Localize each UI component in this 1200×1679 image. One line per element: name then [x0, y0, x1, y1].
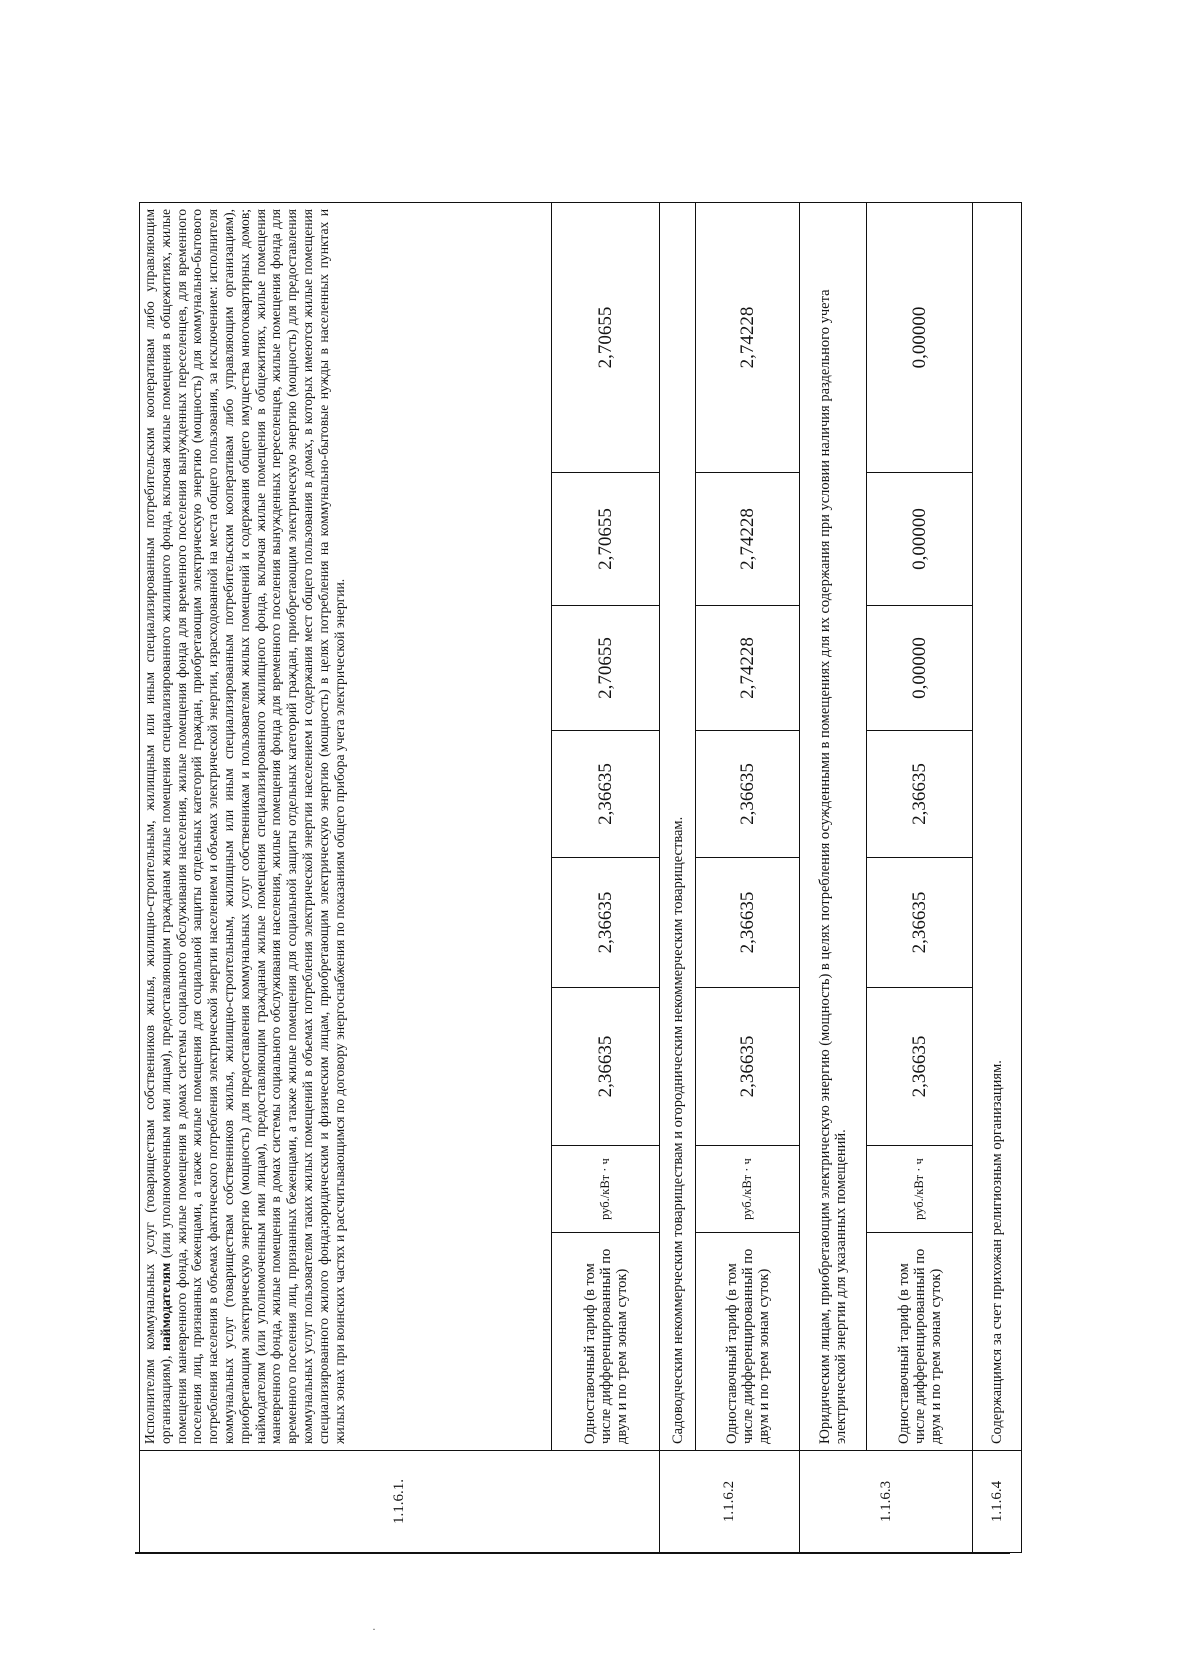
value-cell: 2,36635 — [552, 988, 660, 1146]
unit-cell: руб./кВт · ч — [696, 1146, 800, 1233]
value-cell: 2,74228 — [696, 606, 800, 731]
value-cell: 2,36635 — [867, 731, 973, 858]
row-number-1163: 1.1.6.3 — [800, 1451, 973, 1553]
tariff-label: Одноставочный тариф (в том числе дифференцированный по двум и по трем зонам суток) — [696, 1233, 800, 1451]
value-cell: 2,70655 — [552, 606, 660, 731]
value-cell: 2,36635 — [696, 731, 800, 858]
value-cell: 2,36635 — [552, 858, 660, 988]
row-number-1161: 1.1.6.1. — [140, 1451, 660, 1553]
category-1163: Юридическим лицам, приобретающим электрическую энергию (мощность) в целях потребления осужденными в помещениях для их содержания при условии наличия раздельного учета электрической энергии для указанных помещений. — [800, 202, 867, 1450]
row-1161-description — [140, 202, 552, 1552]
row-1164-category — [973, 202, 1022, 1552]
value-cell: 2,74228 — [696, 202, 800, 472]
paragraph-1161: Исполнителям коммунальных услуг (товариществам собственников жилья, жилищно-строительным, жилищным или иным специализированным потребительским кооперативам либо управляющим организациям), наймодателям (или уполномоченным ими лицам), предоставляющим гражданам жилые помещения специализированного жилищного фонда, включая жилые помещения в общежитиях, жилые помещения маневренного фонда, жилые помещения в домах системы социального обслуживания населения, жилые помещения фонда для временного поселения вынужденных переселенцев, для временного поселения лиц, признанных беженцами, а также жилые помещения для социальной защиты отдельных категорий граждан, приобретающим электрическую энергию (мощность) для коммунально-бытового потребления населения в объемах фактического потребления электрической энергии населением и объемах электрической энергии, израсходованной на места общего пользования, за исключением: исполнителя коммунальных услуг (товариществам собственников жилья, жилищно-строительным, жилищным или иным специализированным потребительским кооперативам либо управляющим организациям), приобретающим электрическую энергию (мощность) для предоставления коммунальных услуг собственникам и пользователям жилых помещений и содержания общего имущества многоквартирных домов; наймодателям (или уполномоченным ими лицам), предоставляющим гражданам жилые помещения специализированного жилищного фонда, включая жилые помещения в общежитиях, жилые помещения маневренного фонда, жилые помещения в домах системы социального обслуживания населения, жилые помещения фонда для временного поселения вынужденных переселенцев, жилые помещения фонда для временного поселения лиц, признанных беженцами, а также жилые помещения для социальной защиты отдельных категорий граждан, приобретающим электрическую энергию (мощность) для предоставления коммунальных услуг пользователям таких жилых помещений в объемах потребления электрической энергии населением и содержания мест общего пользования в домах, в которых имеются жилые помещения специализированного жилого фонда;юридическим и физическим лицам, приобретающим электрическую энергию (мощность) в целях потребления на коммунально-бытовые нужды в населенных пунктах и жилых зонах при воинских частях и рассчитывающимся по договору энергоснабжения по показаниям общего прибора учета электрической энергии. — [140, 202, 552, 1450]
value-cell: 2,36635 — [867, 988, 973, 1146]
row-1161-tariff — [552, 202, 660, 1552]
value-cell: 2,36635 — [696, 988, 800, 1146]
tariff-label: Одноставочный тариф (в том числе дифференцированный по двум и по трем зонам суток) — [552, 1233, 660, 1451]
rotated-tariff-table — [139, 203, 1021, 1553]
row-number-1162: 1.1.6.2 — [660, 1451, 800, 1553]
row-1163-tariff — [867, 202, 973, 1552]
value-cell: 2,70655 — [552, 473, 660, 606]
value-cell: 2,36635 — [867, 858, 973, 988]
tariff-table — [139, 202, 1022, 1553]
value-cell: 2,74228 — [696, 473, 800, 606]
value-cell: 2,36635 — [552, 731, 660, 858]
row-1162-category — [660, 202, 696, 1552]
row-1163-category — [800, 202, 867, 1552]
unit-cell: руб./кВт · ч — [867, 1146, 973, 1233]
value-cell: 0,00000 — [867, 606, 973, 731]
tariff-label: Одноставочный тариф (в том числе дифференцированный по двум и по трем зонам суток) — [867, 1233, 973, 1451]
value-cell: 0,00000 — [867, 473, 973, 606]
value-cell: 2,36635 — [696, 858, 800, 988]
scan-speck: · — [372, 1622, 376, 1636]
value-cell: 0,00000 — [867, 202, 973, 472]
row-1162-tariff — [696, 202, 800, 1552]
row-number-1164: 1.1.6.4 — [973, 1451, 1022, 1553]
category-1162: Садоводческим некоммерческим товариществам и огородническим некоммерческим товариществам. — [660, 202, 696, 1450]
value-cell: 2,70655 — [552, 202, 660, 472]
category-1164: Содержащимся за счет прихожан религиозным организациям. — [973, 202, 1022, 1450]
unit-cell: руб./кВт · ч — [552, 1146, 660, 1233]
